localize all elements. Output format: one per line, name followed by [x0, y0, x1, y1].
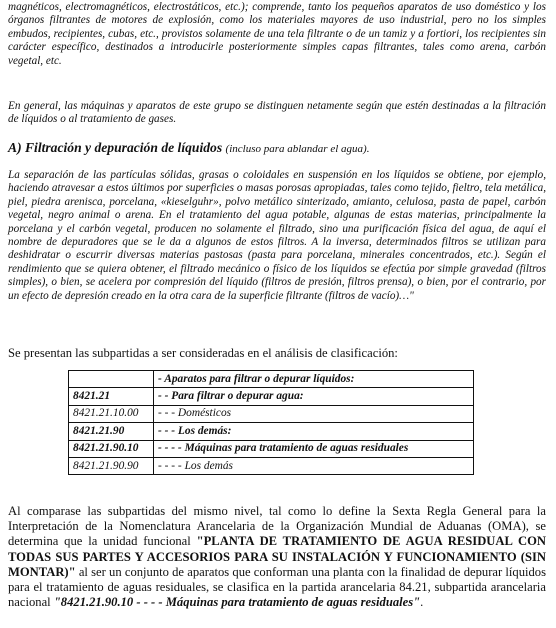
- national-subheading: "8421.21.90.10 - - - - Máquinas para tratamiento de aguas residuales": [53, 595, 421, 610]
- section-heading-note: (incluso para ablandar el agua).: [225, 143, 370, 155]
- subheading-code-cell: 8421.21.90.90: [69, 457, 154, 474]
- subheading-code-cell: [69, 371, 154, 388]
- subheading-code-cell: 8421.21.90: [69, 423, 154, 440]
- table-row: [69, 423, 474, 440]
- subheading-code-cell: 8421.21.90.10: [69, 440, 154, 457]
- subheading-description-cell: - Aparatos para filtrar o depurar líquidos:: [154, 371, 474, 388]
- subheading-description-cell: - - - - Máquinas para tratamiento de aguas residuales: [154, 440, 474, 457]
- subheading-code-cell: 8421.21: [69, 388, 154, 405]
- subheading-description-cell: - - - Los demás:: [154, 423, 474, 440]
- product-name: "PLANTA DE TRATAMIENTO DE AGUA RESIDUAL CON TODAS SUS PARTES Y ACCESORIOS PARA SU INSTALACIÓN Y FUNCIONAMIENTO (SIN MONTAR)": [8, 534, 547, 579]
- paragraph-liquid-filtration: La separación de las partículas sólidas, grasas o coloidales en suspensión en los líquidos se obtiene, por ejemplo, haciendo atravesar a estos últimos por superficies o masas porosas apropiadas, tales como tejido, fieltro, tela metálica, piel, piedra arenisca, porcelana, «kieselguhr», polvo metálico sinterizado, amianto, celulosa, pasta de papel, carbón vegetal, negro animal o arena. En el tratamiento del agua potable, algunas de estas materias, principalmente la porcelana y el carbón vegetal, producen no solamente el filtrado, sino una purificación física del agua, de aquí el nombre de depuradores que se le da a algunos de estos filtros. A la inversa, determinados filtros se utilizan para deshidratar o escurrir diversas materias pastosas (pasta para porcelana, minerales concentrados, etc.). Según el rendimiento que se quiera obtener, el filtrado mecánico o físico de los líquidos se efectúa por simple gravedad (filtros simples), o bien, se acelera por compresión del líquido (filtros de presión, filtros prensa), o bien, por el contrario, por un efecto de depresión creado en la otra cara de la superficie filtrante (filtros de vacío)…": [8, 169, 546, 302]
- subheadings-intro: Se presentan las subpartidas a ser consideradas en el análisis de clasificación:: [8, 346, 398, 360]
- conclusion-text-3: , subpartida arancelaria nacional: [8, 580, 546, 610]
- subheading-description-cell: - - Para filtrar o depurar agua:: [154, 388, 474, 405]
- table-row: [69, 457, 474, 474]
- section-heading: [8, 140, 546, 157]
- paragraph-general-distinction: En general, las máquinas y aparatos de este grupo se distinguen netamente según que estén destinadas a la filtración de líquidos o al tratamiento de gases.: [8, 100, 546, 126]
- conclusion-paragraph: [8, 504, 546, 610]
- conclusion-text-1: Al comparase las subpartidas del mismo nivel, tal como lo define la Sexta Regla General para la Interpretación de la Nomenclatura Arancelaria de la Organización Mundial de Aduanas (OMA), se determina que la unidad funcional: [8, 504, 546, 549]
- subheading-description-cell: - - - Domésticos: [154, 405, 474, 422]
- subheading-description-cell: - - - - Los demás: [154, 457, 474, 474]
- table-row: [69, 440, 474, 457]
- conclusion-end: .: [420, 595, 424, 610]
- conclusion-text-2: al ser un conjunto de aparatos que conforman una planta con la finalidad de depurar líquidos para el tratamiento de aguas residuales, se clasifica en la partida arancelaria: [8, 564, 546, 595]
- subheadings-table: [68, 370, 474, 475]
- table-row: [69, 371, 474, 388]
- section-heading-title: A) Filtración y depuración de líquidos: [8, 140, 223, 155]
- table-row: [69, 405, 474, 422]
- paragraph-filters-scope: magnéticos, electromagnéticos, electrostáticos, etc.); comprende, tanto los pequeños aparatos de uso doméstico y los órganos filtrantes de motores de explosión, como los materiales mayores de uso industrial, pero no los simples embudos, recipientes, cubas, etc., provistos solamente de una tela filtrante o de un tamiz y a fortiori, los recipientes sin carácter específico, destinados a introducirle posteriormente simples capas filtrantes, tales como arena, carbón vegetal, etc.: [8, 1, 546, 67]
- heading-code: 84.21: [399, 580, 428, 595]
- subheading-code-cell: 8421.21.10.00: [69, 405, 154, 422]
- table-row: [69, 388, 474, 405]
